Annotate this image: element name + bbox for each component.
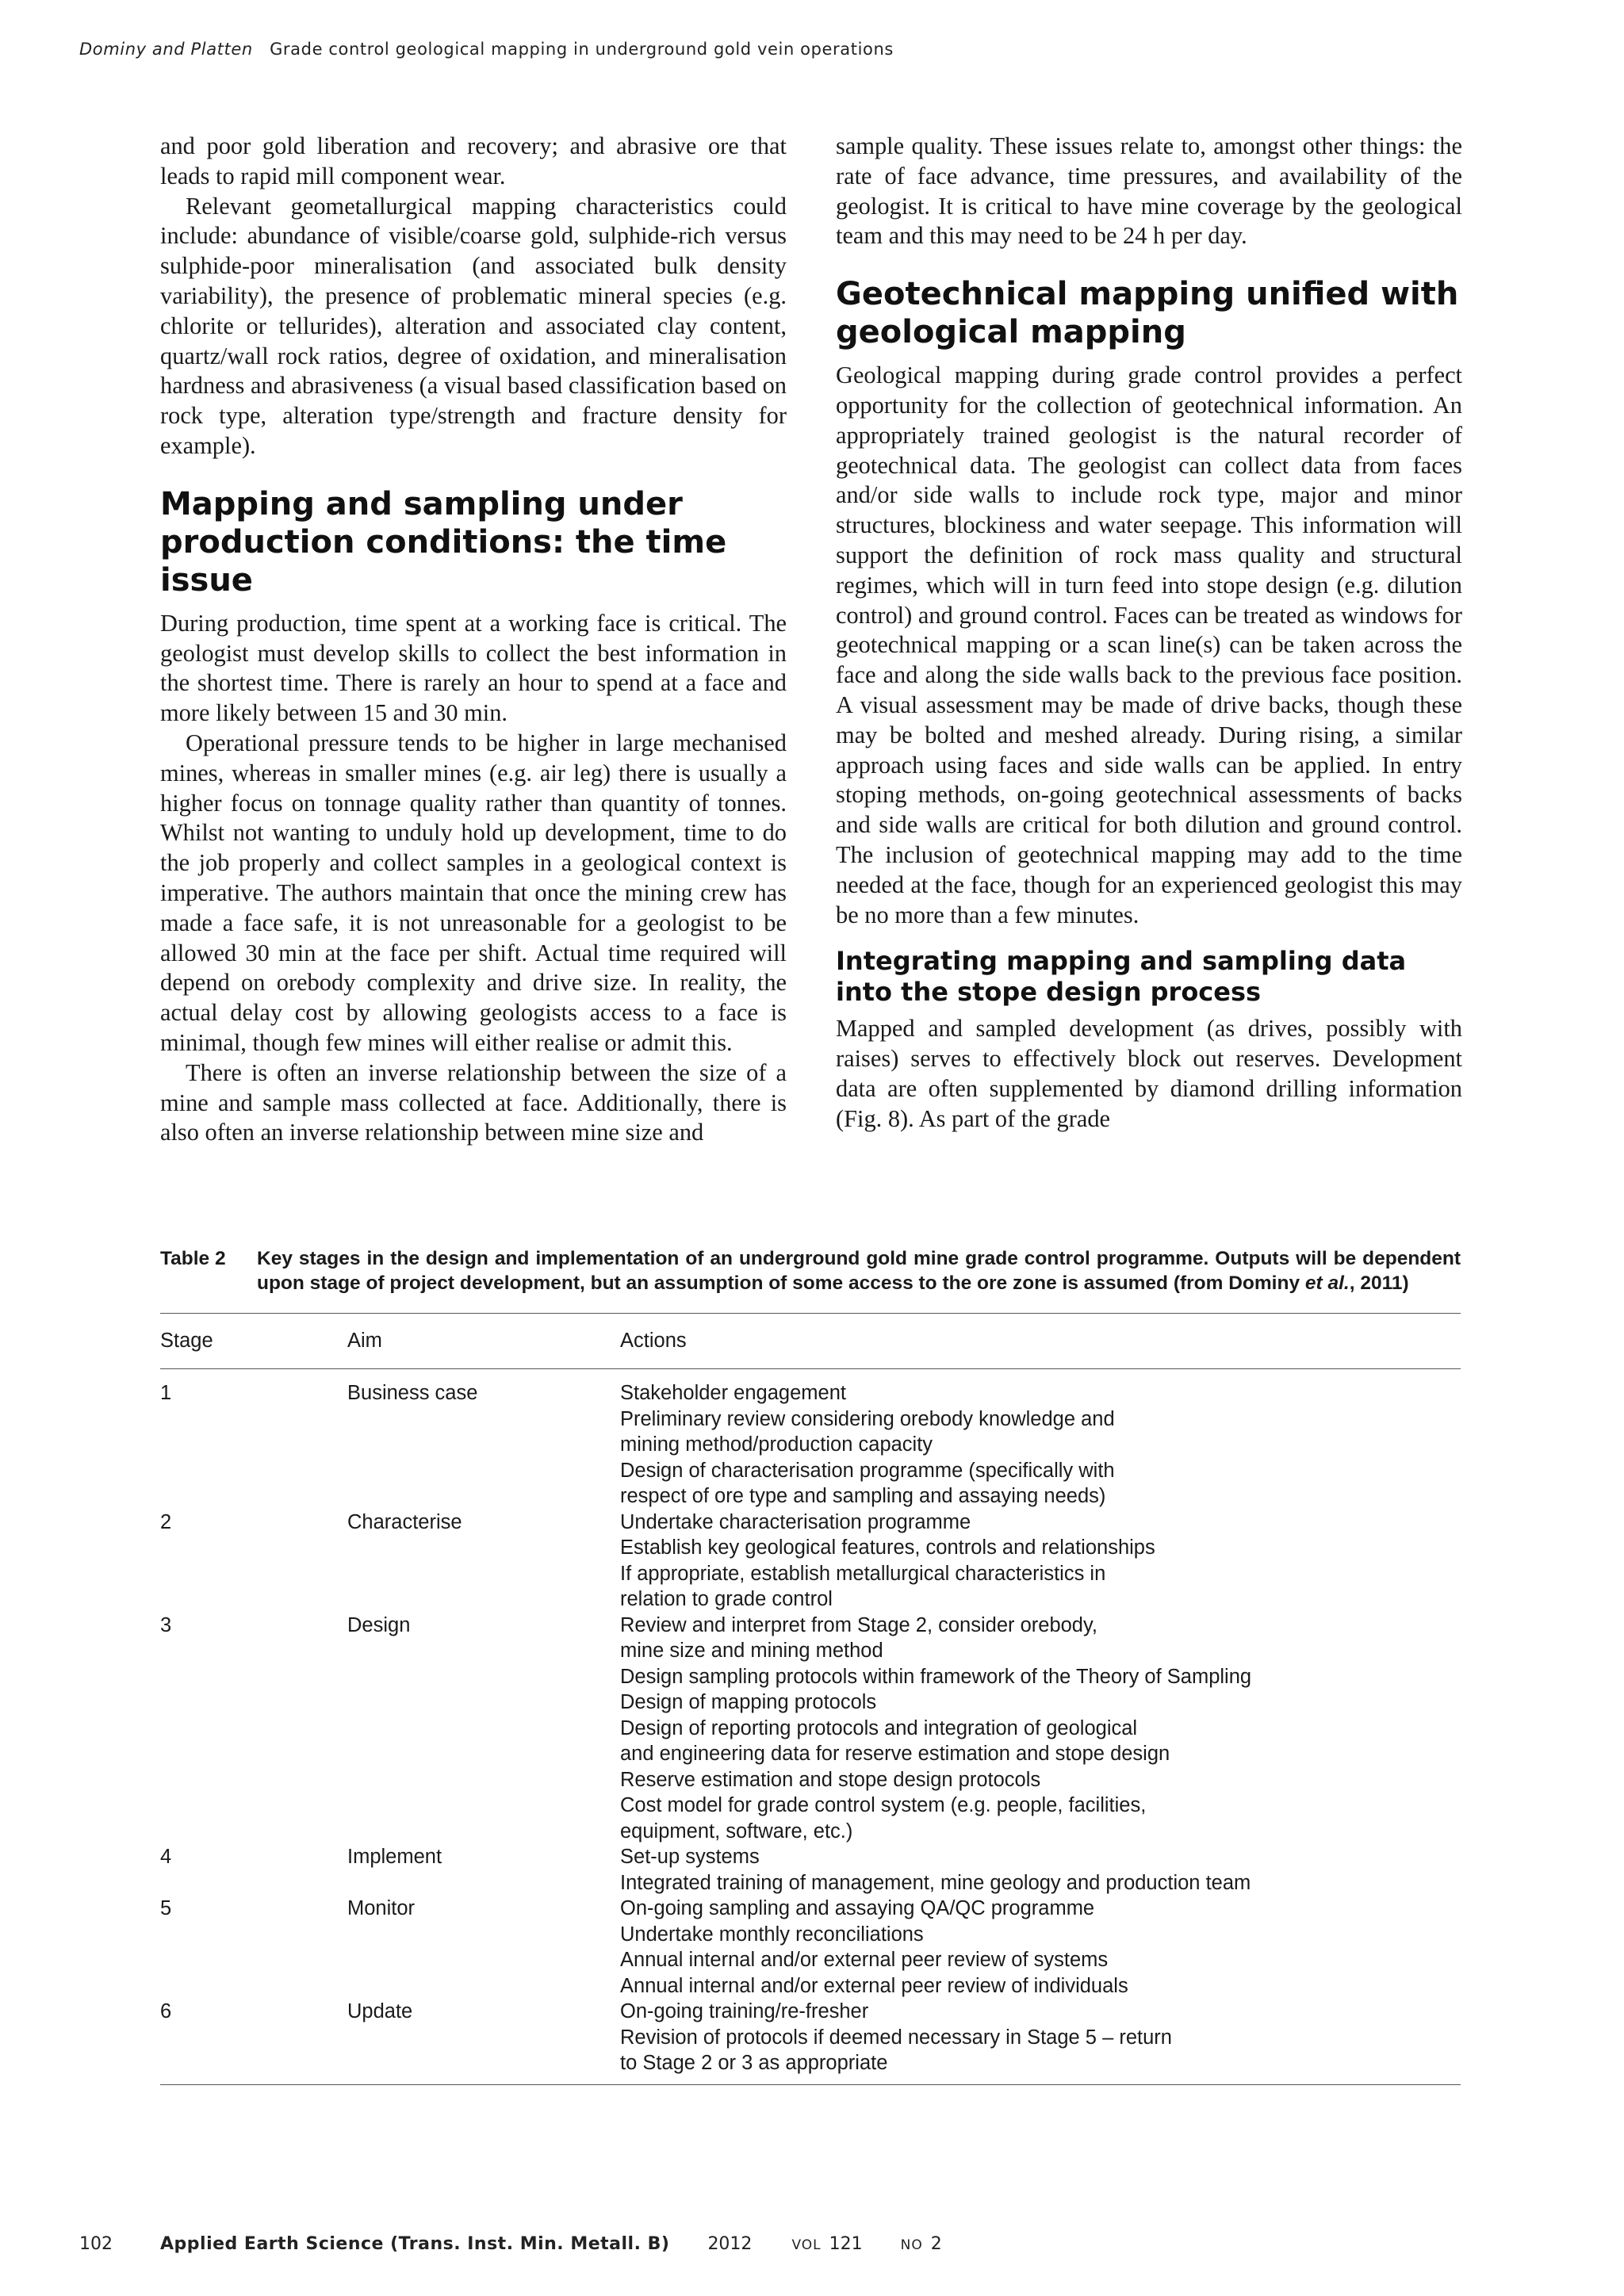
subsection-heading: Integrating mapping and sampling data into the stope design process bbox=[836, 946, 1407, 1008]
paragraph: Relevant geometallurgical mapping characteristics could include: abundance of visible/coarse gold, sulphide-rich versus sulphide-poor mineralisation (and associated bulk density variability), the presence of problematic mineral species (e.g. chlorite or tellurides), alteration and associated clay content, quartz/wall rock ratios, degree of oxidation, and mineralisation hardness and abrasiveness (a visual based classification based on rock type, alteration type/strength and fracture density for example). bbox=[160, 192, 787, 459]
action-line: Establish key geological features, controls and relationships bbox=[620, 1536, 1155, 1559]
action-line: Annual internal and/or external peer review of systems bbox=[620, 1949, 1109, 1971]
cell-stage: 6 bbox=[160, 2000, 172, 2022]
caption-italic: et al. bbox=[1304, 1272, 1350, 1294]
table-2 bbox=[160, 1246, 1461, 2085]
action-line: Revision of protocols if deemed necessary in Stage 5 – return bbox=[620, 2026, 1172, 2049]
table-header-row bbox=[160, 1314, 1461, 1369]
action-line: Undertake characterisation programme bbox=[620, 1510, 971, 1533]
table-row bbox=[160, 1510, 1461, 1613]
action-line: Design sampling protocols within framework of the Theory of Sampling bbox=[620, 1665, 1252, 1688]
action-line: equipment, software, etc.) bbox=[620, 1820, 853, 1843]
paragraph: There is often an inverse relationship between the size of a mine and sample mass collected at face. Additionally, there is also often an inverse relationship between mine size and bbox=[160, 1058, 787, 1146]
cell-aim: Characterise bbox=[347, 1510, 462, 1533]
paragraph: Mapped and sampled development (as drives, possibly with raises) serves to effectively block out reserves. Development data are often supplemented by diamond drilling information (Fig. 8). As part of the grade bbox=[836, 1015, 1462, 1132]
header-stage: Stage bbox=[160, 1314, 347, 1369]
cell-aim: Implement bbox=[347, 1846, 442, 1868]
header-aim: Aim bbox=[347, 1314, 620, 1369]
issue-label: NO bbox=[900, 2237, 923, 2253]
action-line: and engineering data for reserve estimation and stope design bbox=[620, 1743, 1170, 1765]
action-line: Set-up systems bbox=[620, 1846, 760, 1868]
action-line: Undertake monthly reconciliations bbox=[620, 1923, 924, 1946]
action-line: On-going training/re-fresher bbox=[620, 2000, 869, 2022]
volume-label: VOL bbox=[791, 2237, 822, 2253]
page-number: 102 bbox=[79, 2234, 113, 2254]
cell-actions bbox=[620, 1844, 1461, 1896]
cell-aim: Monitor bbox=[347, 1897, 416, 1919]
action-line: If appropriate, establish metallurgical characteristics in bbox=[620, 1562, 1106, 1585]
action-line: to Stage 2 or 3 as appropriate bbox=[620, 2052, 888, 2074]
footer bbox=[79, 2234, 942, 2254]
cell-stage: 4 bbox=[160, 1846, 172, 1868]
action-line: Preliminary review considering orebody knowledge and bbox=[620, 1407, 1115, 1430]
caption-part: , 2011) bbox=[1349, 1272, 1409, 1294]
action-line: relation to grade control bbox=[620, 1588, 833, 1610]
table-row bbox=[160, 1369, 1461, 1510]
action-line: Design of mapping protocols bbox=[620, 1691, 877, 1713]
table-caption-text bbox=[257, 1246, 1461, 1295]
action-line: mine size and mining method bbox=[620, 1640, 883, 1662]
action-line: Annual internal and/or external peer review of individuals bbox=[620, 1974, 1128, 1997]
journal-year: 2012 bbox=[707, 2234, 753, 2254]
table-row bbox=[160, 1896, 1461, 1999]
action-line: Review and interpret from Stage 2, consider orebody, bbox=[620, 1613, 1097, 1636]
running-head-title: Grade control geological mapping in underground gold vein operations bbox=[270, 40, 894, 59]
cell-stage: 2 bbox=[160, 1510, 172, 1533]
table-label: Table 2 bbox=[160, 1248, 226, 1269]
caption-part: Key stages in the design and implementation of an underground gold mine grade control programme. Outputs will be dependent upon stage of project development, but an assumption of some access to the ore zone is assumed (from Dominy bbox=[257, 1248, 1461, 1294]
table-caption bbox=[160, 1246, 1461, 1295]
cell-aim: Design bbox=[347, 1613, 411, 1636]
cell-actions bbox=[620, 1896, 1461, 1999]
journal-name: Applied Earth Science (Trans. Inst. Min. Metall. B) bbox=[160, 2234, 670, 2254]
paragraph: Operational pressure tends to be higher in large mechanised mines, whereas in smaller mines (e.g. air leg) there is usually a higher focus on tonnage quality rather than quantity of tonnes. Whilst not wanting to unduly hold up development, time to do the job properly and collect samples in a geological context is imperative. The authors maintain that once the mining crew has made a face safe, it is not unreasonable for a geologist to be allowed 30 min at the face per shift. Actual time required will depend on orebody complexity and drive size. In reality, the actual delay cost by allowing geologists access to a face is minimal, though few mines will either realise or admit this. bbox=[160, 729, 787, 1056]
action-line: On-going sampling and assaying QA/QC programme bbox=[620, 1897, 1095, 1919]
issue-number: 2 bbox=[930, 2234, 942, 2254]
paragraph: Geological mapping during grade control provides a perfect opportunity for the collection of geotechnical information. An appropriately trained geologist is the natural recorder of geotechnical data. The geologist can collect data from faces and/or side walls to include rock type, major and minor structures, blockiness and water seepage. This information will support the definition of rock mass quality and structural regimes, which will in turn feed into stope design (e.g. dilution control) and ground control. Faces can be treated as windows for geotechnical mapping or a scan line(s) can be taken across the face and along the side walls back to the previous face position. A visual assessment may be made of drive backs, though these may be bolted and meshed already. During rising, a similar approach using faces and side walls can be applied. In entry stoping methods, on-going geotechnical assessments of backs and side walls are critical for both dilution and ground control. The inclusion of geotechnical mapping may add to the time needed at the face, though for an experienced geologist this may be no more than a few minutes. bbox=[836, 362, 1462, 928]
running-head bbox=[79, 40, 894, 59]
action-line: Integrated training of management, mine geology and production team bbox=[620, 1871, 1251, 1894]
cell-actions bbox=[620, 1510, 1461, 1613]
action-line: Design of reporting protocols and integration of geological bbox=[620, 1716, 1138, 1739]
cell-stage: 3 bbox=[160, 1613, 172, 1636]
action-line: Design of characterisation programme (specifically with bbox=[620, 1459, 1115, 1482]
action-line: Stakeholder engagement bbox=[620, 1382, 846, 1404]
table-body bbox=[160, 1369, 1461, 2085]
right-column bbox=[836, 132, 1462, 1135]
action-line: Cost model for grade control system (e.g. people, facilities, bbox=[620, 1794, 1147, 1816]
section-heading: Mapping and sampling under production conditions: the time issue bbox=[160, 485, 727, 599]
table-row bbox=[160, 1844, 1461, 1896]
cell-actions bbox=[620, 1369, 1461, 1510]
paragraph: sample quality. These issues relate to, amongst other things: the rate of face advance, time pressures, and availability of the geologist. It is critical to have mine coverage by the geological team and this may need to be 24 h per day. bbox=[836, 132, 1462, 250]
action-line: mining method/production capacity bbox=[620, 1433, 933, 1456]
cell-actions bbox=[620, 1999, 1461, 2084]
header-actions: Actions bbox=[620, 1314, 1461, 1369]
cell-actions bbox=[620, 1613, 1461, 1845]
cell-aim: Business case bbox=[347, 1382, 478, 1404]
cell-stage: 5 bbox=[160, 1897, 172, 1919]
paragraph: During production, time spent at a working face is critical. The geologist must develop skills to collect the best information in the shortest time. There is rarely an hour to spend at a face and more likely between 15 and 30 min. bbox=[160, 609, 787, 727]
section-heading: Geotechnical mapping unified with geological mapping bbox=[836, 276, 1459, 351]
table-row bbox=[160, 1613, 1461, 1845]
cell-aim: Update bbox=[347, 2000, 413, 2022]
cell-stage: 1 bbox=[160, 1382, 172, 1404]
action-line: respect of ore type and sampling and assaying needs) bbox=[620, 1485, 1106, 1507]
action-line: Reserve estimation and stope design protocols bbox=[620, 1768, 1041, 1791]
left-column bbox=[160, 132, 787, 1148]
volume-number: 121 bbox=[829, 2234, 863, 2254]
running-head-authors: Dominy and Platten bbox=[79, 40, 253, 59]
table-row bbox=[160, 1999, 1461, 2084]
paragraph: and poor gold liberation and recovery; and abrasive ore that leads to rapid mill component wear. bbox=[160, 132, 787, 189]
stages-table bbox=[160, 1313, 1461, 2085]
